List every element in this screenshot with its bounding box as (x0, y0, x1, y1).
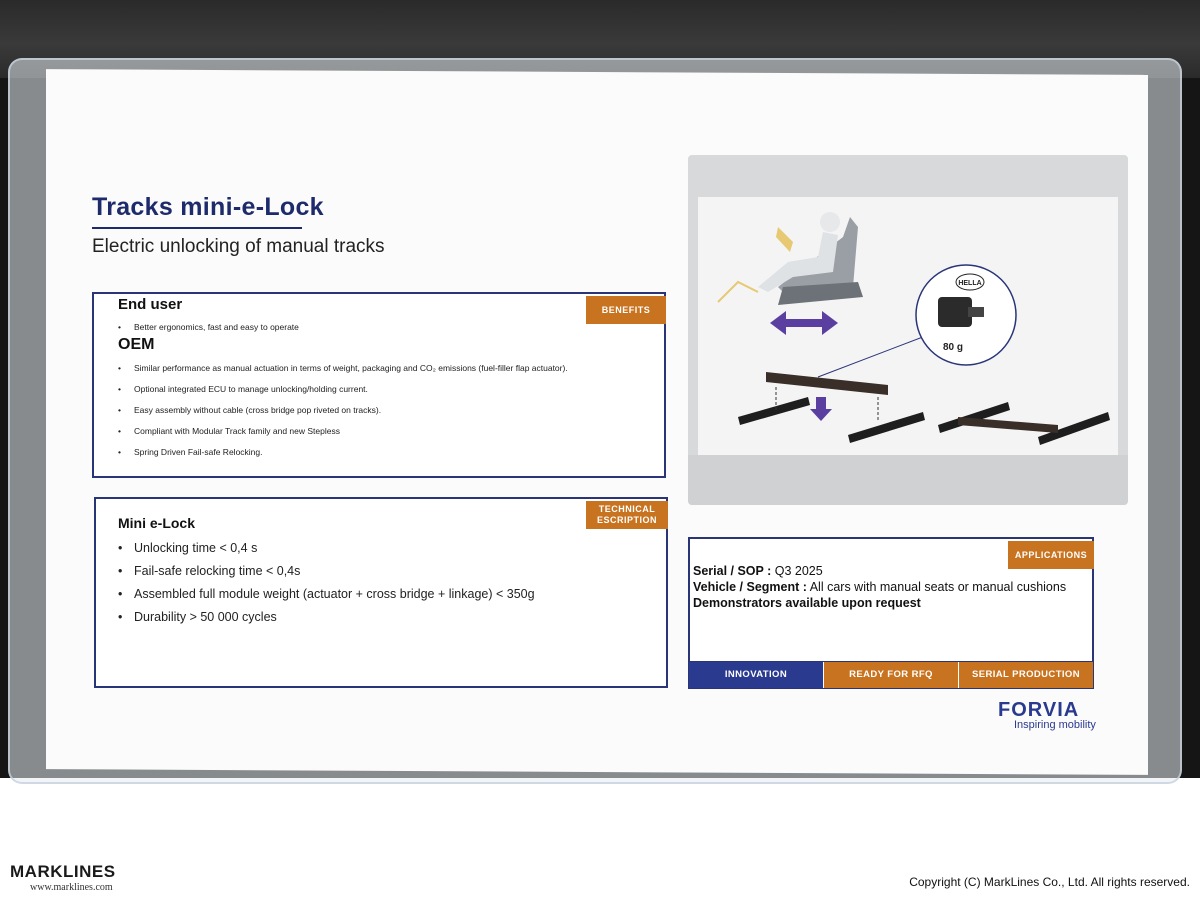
benefits-tag: BENEFITS (586, 296, 666, 324)
list-item: • Similar performance as manual actuation in terms of weight, packaging and CO₂ emissions (fuel-filler flap actuator). (118, 362, 598, 374)
actuator-icon (916, 265, 1016, 365)
marklines-url: www.marklines.com (30, 882, 113, 893)
serial-line (693, 563, 1066, 579)
slide-arrow-icon (770, 311, 838, 335)
forvia-logo: FORVIA (998, 699, 1080, 721)
list-item: • Fail-safe relocking time < 0,4s (118, 564, 535, 578)
applications-text (693, 563, 1066, 611)
status-serial-production: SERIAL PRODUCTION (958, 662, 1093, 688)
title-underline (92, 227, 302, 229)
list-item: • Compliant with Modular Track family and new Stepless (118, 425, 598, 437)
status-bar (688, 661, 1094, 689)
technical-tag (586, 501, 668, 529)
list-item: • Optional integrated ECU to manage unlocking/holding current. (118, 383, 598, 395)
demonstrators-text: Demonstrators available upon request (693, 596, 921, 610)
vehicle-label: Vehicle / Segment : (693, 580, 807, 594)
weight-label: 80 g (943, 342, 964, 353)
product-illustration (688, 155, 1128, 505)
mini-elock-heading: Mini e-Lock (118, 515, 196, 531)
technical-box (94, 497, 668, 688)
end-user-list (118, 322, 299, 332)
technical-tag-line: TECHNICAL (598, 504, 656, 514)
oem-list (118, 362, 598, 467)
track-assembly-icon (738, 372, 1110, 445)
serial-label: Serial / SOP : (693, 564, 772, 578)
applications-box (688, 537, 1094, 663)
forvia-tagline: Inspiring mobility (1014, 719, 1096, 731)
status-innovation: INNOVATION (689, 662, 823, 688)
poster-subtitle: Electric unlocking of manual tracks (92, 236, 385, 257)
seat-track-drawing (698, 197, 1118, 455)
serial-value: Q3 2025 (771, 564, 823, 578)
technical-list (118, 541, 535, 633)
list-item: • Easy assembly without cable (cross bridge pop riveted on tracks). (118, 404, 598, 416)
hella-badge: HELLA (958, 280, 982, 287)
end-user-heading: End user (118, 296, 183, 313)
list-item: • Assembled full module weight (actuator + cross bridge + linkage) < 350g (118, 587, 535, 601)
benefits-box (92, 292, 666, 478)
seat-icon (718, 212, 863, 305)
list-item: • Durability > 50 000 cycles (118, 610, 535, 624)
poster-title: Tracks mini-e-Lock (92, 193, 324, 221)
illustration-footer (688, 455, 1128, 505)
marklines-logo: MARKLINES (10, 862, 116, 881)
illustration-canvas (698, 197, 1118, 455)
copyright-text: Copyright (C) MarkLines Co., Ltd. All rights reserved. (909, 875, 1190, 889)
list-item: • Unlocking time < 0,4 s (118, 541, 535, 555)
vehicle-value: All cars with manual seats or manual cushions (806, 580, 1067, 594)
list-item: • Better ergonomics, fast and easy to operate (118, 322, 299, 332)
list-item: • Spring Driven Fail-safe Relocking. (118, 446, 598, 458)
technical-tag-line: ESCRIPTION (596, 515, 657, 525)
applications-tag: APPLICATIONS (1008, 541, 1094, 569)
status-ready-for-rfq: READY FOR RFQ (823, 662, 958, 688)
demonstrators-line (693, 595, 1066, 611)
connector-line (818, 335, 928, 377)
vehicle-line (693, 579, 1066, 595)
oem-heading: OEM (118, 336, 155, 353)
